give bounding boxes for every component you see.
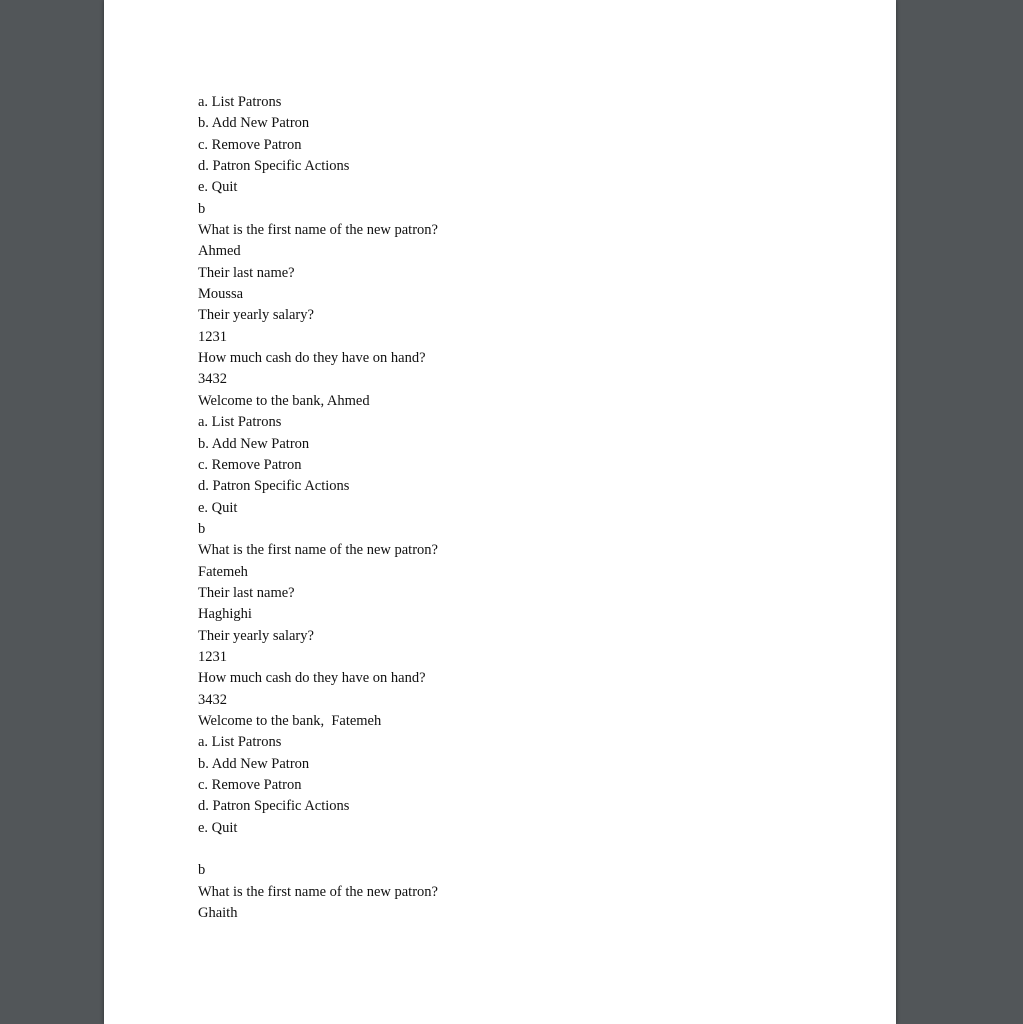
text-line: a. List Patrons — [198, 414, 282, 431]
text-line: What is the first name of the new patron? — [198, 222, 438, 239]
text-line: Moussa — [198, 286, 244, 303]
text-line: d. Patron Specific Actions — [198, 478, 350, 495]
text-line: Ghaith — [198, 905, 238, 922]
text-line: b. Add New Patron — [198, 435, 310, 452]
text-line: a. List Patrons — [198, 734, 282, 751]
text-line: Their last name? — [198, 584, 295, 601]
text-line: a. List Patrons — [198, 94, 282, 110]
text-line: 3432 — [198, 371, 227, 388]
text-line: e. Quit — [198, 819, 238, 836]
text-line: Fatemeh — [198, 563, 248, 580]
text-line: d. Patron Specific Actions — [198, 798, 350, 815]
text-line: c. Remove Patron — [198, 456, 302, 473]
text-line: How much cash do they have on hand? — [198, 670, 426, 687]
text-line: 3432 — [198, 691, 227, 708]
document-page — [104, 0, 896, 1024]
text-line: What is the first name of the new patron? — [198, 883, 438, 900]
text-line: How much cash do they have on hand? — [198, 350, 426, 367]
text-line: What is the first name of the new patron? — [198, 542, 438, 559]
text-line: Welcome to the bank, Ahmed — [198, 392, 370, 409]
text-line: Ahmed — [198, 243, 241, 260]
text-line: b — [198, 520, 206, 537]
text-line: 1231 — [198, 328, 227, 345]
text-line: Their yearly salary? — [198, 307, 314, 324]
text-line: Their last name? — [198, 264, 295, 281]
text-line: 1231 — [198, 648, 227, 665]
text-line: b. Add New Patron — [198, 115, 310, 132]
text-line: b — [198, 200, 206, 217]
text-line: c. Remove Patron — [198, 777, 302, 793]
text-line: Their yearly salary? — [198, 627, 314, 644]
text-line: d. Patron Specific Actions — [198, 158, 350, 175]
text-line: Welcome to the bank, Fatemeh — [198, 712, 382, 729]
console-transcript — [198, 92, 798, 924]
text-line: e. Quit — [198, 179, 238, 196]
text-line: e. Quit — [198, 499, 238, 516]
text-line: c. Remove Patron — [198, 136, 302, 153]
text-line: b. Add New Patron — [198, 755, 310, 772]
blank-line — [198, 839, 798, 860]
text-line: Haghighi — [198, 606, 252, 623]
text-line: b — [198, 862, 206, 879]
